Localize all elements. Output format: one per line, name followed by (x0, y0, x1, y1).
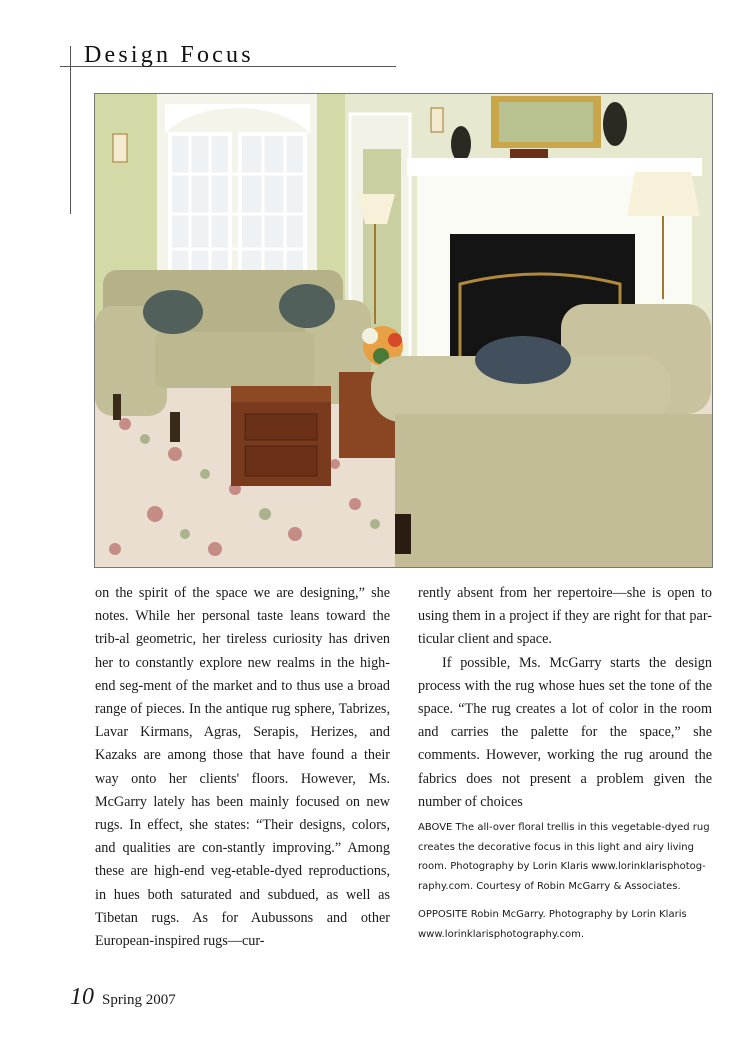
vertical-rule (70, 46, 71, 214)
body-column-right (418, 582, 712, 814)
body-column-left (95, 582, 390, 953)
section-title: Design Focus (84, 42, 254, 68)
caption-above: ABOVE The all-over floral trellis in this vegetable-dyed rug creates the decorative focus in this light and airy living room. Photography by Lorin Klaris www.lorinklarisphotog-raphy.com. Courtesy of Robin McGarry & Associates. (418, 822, 710, 892)
caption-opposite: OPPOSITE Robin McGarry. Photography by Lorin Klaris www.lorinklarisphotography.com. (418, 909, 687, 940)
body-paragraph: on the spirit of the space we are designing,” she notes. While her personal taste leans toward the trib-al geometric, her tireless curiosity has driven her to constantly explore new realms in the high-end seg-ment of the market and to thus use a broad range of pieces. In the antique rug sphere, Tabrizes, Lavar Kirmans, Agras, Serapis, Herizes, and Kazaks are among those that have found a their way onto her clients' floors. However, Ms. McGarry lately has been mainly focused on new rugs. In effect, she states: “Their designs, colors, and qualities are con-stantly improving.” Among these are high-end veg-etable-dyed reproductions, in hues both saturated and subdued, as well as Tibetan rugs. As for Aubussons and other European-inspired rugs—cur- (95, 585, 390, 950)
body-paragraph: If possible, Ms. McGarry starts the design process with the rug whose hues set the tone of the space. “The rug creates a lot of color in the room and carries the palette for the space,” she comments. However, working the rug around the fabrics does not present a problem given the number of choices (418, 654, 712, 810)
page-number: 10 (70, 984, 94, 1010)
issue-label: Spring 2007 (102, 992, 176, 1008)
living-room-photo (95, 94, 712, 567)
body-paragraph: rently absent from her repertoire—she is open to using them in a project if they are right for that par-ticular client and space. (418, 585, 712, 648)
page-folio (70, 984, 176, 1011)
photo-captions (418, 818, 714, 953)
